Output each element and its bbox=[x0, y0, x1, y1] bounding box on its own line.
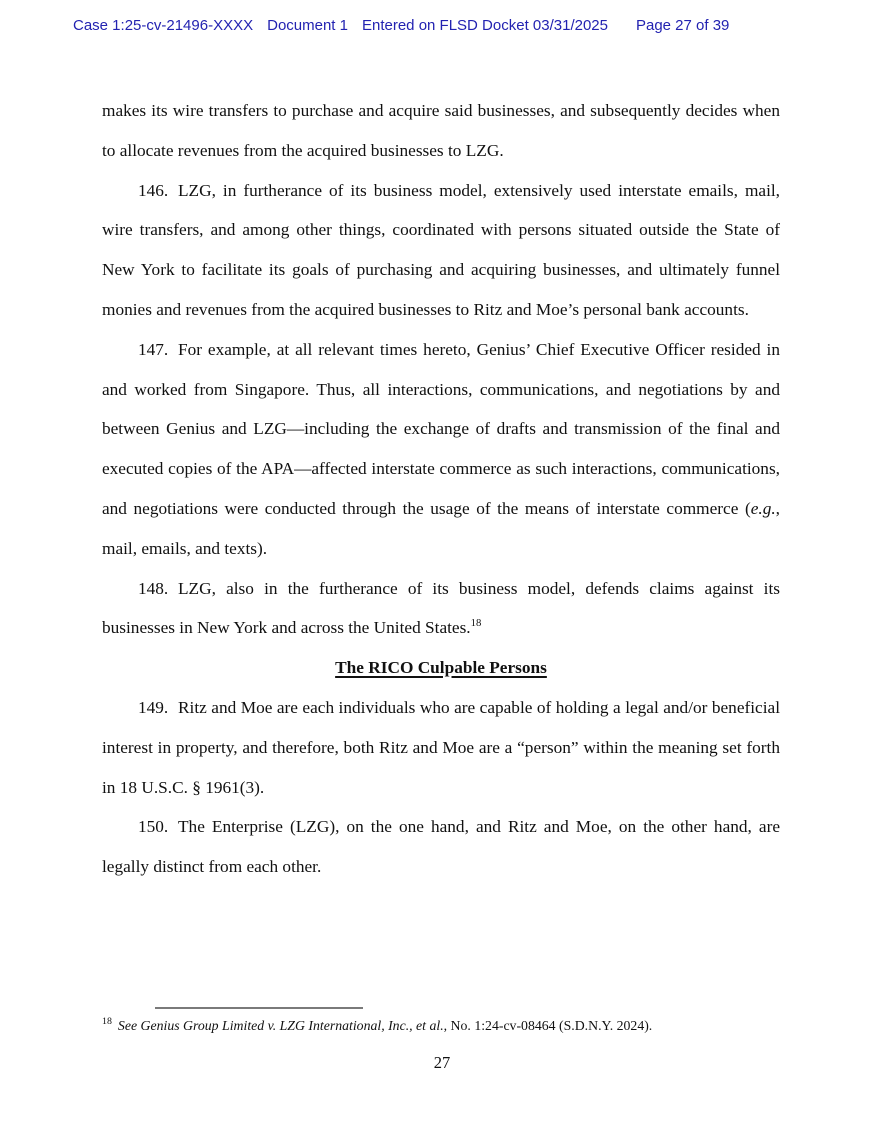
paragraph-text: For example, at all relevant times hereto, Genius’ Chief Executive Officer resided in and worked from Singapore. Thus, all interactions, communications, and negotiations by and between Genius and LZG—including the exchange of drafts and transmission of the final and executed copies of the APA—affected interstate commerce as such interactions, communications, and negotiations were conducted through the usage of the means of interstate commerce ( bbox=[102, 339, 780, 518]
page-number: 27 bbox=[433, 1053, 451, 1072]
section-heading bbox=[102, 648, 780, 688]
paragraph-number: 146. bbox=[138, 180, 169, 200]
paragraph-text: LZG, also in the furtherance of its business model, defends claims against its businesses in New York and across the United States. bbox=[102, 578, 780, 638]
footnote-case-citation: See Genius Group Limited v. LZG International, Inc., et al. bbox=[117, 1018, 444, 1033]
latin-abbreviation: e.g. bbox=[750, 498, 776, 518]
paragraph-146 bbox=[102, 171, 780, 330]
paragraph-text: The Enterprise (LZG), on the one hand, and Ritz and Moe, on the other hand, are legally distinct from each other. bbox=[102, 817, 780, 877]
docket-entry-date: Entered on FLSD Docket 03/31/2025 bbox=[361, 17, 608, 34]
paragraph-continuation bbox=[102, 91, 780, 171]
paragraph-147 bbox=[102, 330, 780, 569]
footnote-reference: 18 bbox=[470, 617, 482, 630]
paragraph-number: 147. bbox=[138, 339, 169, 359]
paragraph-number: 149. bbox=[138, 697, 169, 717]
paragraph-number: 150. bbox=[138, 817, 169, 837]
footnote bbox=[102, 1016, 780, 1035]
docket-stamp-header bbox=[73, 17, 729, 34]
footnote-separator-rule bbox=[155, 1007, 363, 1009]
paragraph-text: Ritz and Moe are each individuals who are capable of holding a legal and/or beneficial interest in property, and therefore, both Ritz and Moe are a “person” within the meaning set forth in 18 U.S.C. § 1961(3). bbox=[102, 697, 780, 797]
footnote-marker: 18 bbox=[102, 1016, 112, 1028]
case-number: Case 1:25-cv-21496-XXXX bbox=[73, 17, 254, 34]
paragraph-148 bbox=[102, 569, 780, 649]
paragraph-text: , mail, emails, and texts). bbox=[102, 498, 780, 558]
page-indicator: Page 27 of 39 bbox=[635, 17, 730, 34]
document-label: Document 1 bbox=[267, 17, 348, 34]
document-body bbox=[102, 91, 780, 887]
paragraph-text: LZG, in furtherance of its business model, extensively used interstate emails, mail, wire transfers, and among other things, coordinated with persons situated outside the State of New York to facilitate its goals of purchasing and acquiring businesses, and ultimately funnel monies and revenues from the acquired businesses to Ritz and Moe’s personal bank accounts. bbox=[102, 180, 780, 319]
paragraph-150 bbox=[102, 807, 780, 887]
paragraph-text: makes its wire transfers to purchase and acquire said businesses, and subsequently decides when to allocate revenues from the acquired businesses to LZG. bbox=[102, 101, 780, 160]
section-heading-text: The RICO Culpable Persons bbox=[335, 658, 547, 678]
paragraph-number: 148. bbox=[138, 578, 169, 598]
paragraph-149 bbox=[102, 688, 780, 807]
footnote-docket-citation: , No. 1:24-cv-08464 (S.D.N.Y. 2024). bbox=[443, 1018, 653, 1033]
